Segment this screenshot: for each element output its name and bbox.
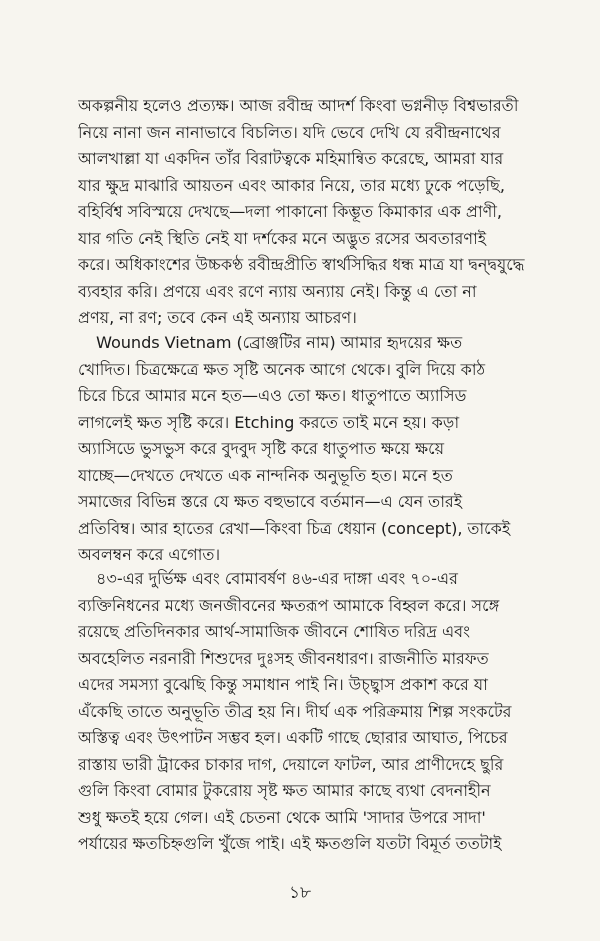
text-line: শুধু ক্ষতই হয়ে গেল। এই চেতনা থেকে আমি 'সাদার উপরে সাদা' [78, 807, 486, 827]
text-line: অবহেলিত নরনারী শিশুদের দুঃসহ জীবনধারণ। রাজনীতি মারফত [78, 648, 489, 668]
text-line: প্রণয়, না রণ; তবে কেন এই অন্যায় আচরণ। [78, 308, 357, 327]
text-line: পর্যায়ের ক্ষতচিহ্নগুলি খুঁজে পাই। এই ক্ষতগুলি যতটা বিমূর্ত ততটাই [78, 834, 502, 853]
text-line: গুলি কিংবা বোমার টুকরোয় সৃষ্ট ক্ষত আমার কাছে ব্যথা বেদনাহীন [78, 781, 491, 800]
text-line: খোদিত। চিত্রক্ষেত্রে ক্ষত সৃষ্টি অনেক আগে থেকে। বুলি দিয়ে কাঠ [78, 359, 486, 379]
text-line: Wounds Vietnam (ব্রোঞ্জটির নাম) আমার হৃদয়ের ক্ষত [96, 333, 463, 352]
text-line: যার ক্ষুদ্র মাঝারি আয়তন এবং আকার নিয়ে, তার মধ্যে ঢুকে পড়েছি, [78, 175, 505, 195]
paragraph-2 [78, 330, 535, 569]
text-line: অবলম্বন করে এগোত। [78, 545, 221, 564]
text-line: বহির্বিশ্ব সবিস্ময়ে দেখছে—দলা পাকানো কিম্ভূত কিমাকার এক প্রাণী, [78, 202, 502, 221]
text-line: অস্তিত্ব এবং উৎপাটন সম্ভব হল। একটি গাছে ছোরার আঘাত, পিচের [78, 728, 508, 747]
paragraph-3 [78, 566, 535, 858]
text-line: এঁকেছি তাতে অনুভূতি তীব্র হয় নি। দীর্ঘ এক পরিক্রমায় শিল্প সংকটের [78, 701, 512, 721]
text-line: করে। অধিকাংশের উচ্চকণ্ঠ রবীন্দ্রপ্রীতি স্বার্থসিদ্ধির ধন্ধ মাত্র যা দ্বন্দ্বযুদ্ধে [78, 255, 525, 274]
text-line: রয়েছে প্রতিদিনকার আর্থ-সামাজিক জীবনে শোষিত দরিদ্র এবং [78, 622, 471, 641]
page-number: ১৮ [288, 883, 312, 903]
text-line: এদের সমস্যা বুঝেছি কিন্তু সমাধান পাই নি। উচ্ছ্বাস প্রকাশ করে যা [78, 675, 488, 694]
text-line: অকল্পনীয় হলেও প্রত্যক্ষ। আজ রবীন্দ্র আদর্শ কিংবা ভগ্ননীড় বিশ্বভারতী [78, 96, 519, 115]
text-line: নিয়ে নানা জন নানাভাবে বিচলিত। যদি ভেবে দেখি যে রবীন্দ্রনাথের [78, 122, 501, 142]
text-line: যার গতি নেই স্থিতি নেই যা দর্শকের মনে অদ্ভুত রসের অবতারণাই [78, 228, 487, 248]
text-line: ৪৩-এর দুর্ভিক্ষ এবং বোমাবর্ষণ ৪৬-এর দাঙ্গা এবং ৭০-এর [96, 569, 458, 588]
text-line: ব্যবহার করি। প্রণয়ে এবং রণে ন্যায় অন্যায় নেই। কিন্তু এ তো না [78, 281, 477, 301]
text-line: চিরে চিরে আমার মনে হত—এও তো ক্ষত। ধাতুপাতে অ্যাসিড [78, 386, 467, 405]
text-line: যাচ্ছে—দেখতে দেখতে এক নান্দনিক অনুভূতি হত। মনে হত [78, 465, 453, 485]
text-line: ব্যক্তিনিধনের মধ্যে জনজীবনের ক্ষতরূপ আমাকে বিহ্বল করে। সঙ্গে [78, 595, 500, 615]
text-line: লাগলেই ক্ষত সৃষ্টি করে। Etching করতে তাই মনে হয়। কড়া [78, 412, 460, 432]
text-line: প্রতিবিম্ব। আর হাতের রেখা—কিংবা চিত্র ধেয়ান (concept), তাকেই [78, 518, 511, 538]
text-line: আলখাল্লা যা একদিন তাঁর বিরাটত্বকে মহিমান্বিত করেছে, আমরা যার [78, 149, 504, 168]
paragraph-1 [78, 93, 535, 332]
text-line: সমাজের বিভিন্ন স্তরে যে ক্ষত বহুভাবে বর্তমান—এ যেন তারই [78, 492, 463, 511]
text-line: রাস্তায় ভারী ট্রাকের চাকার দাগ, দেয়ালে ফাটল, আর প্রাণীদেহে ছুরি [78, 754, 504, 774]
text-line: অ্যাসিডে ভুসভুস করে বুদবুদ সৃষ্টি করে ধাতুপাত ক্ষয়ে ক্ষয়ে [78, 439, 445, 458]
